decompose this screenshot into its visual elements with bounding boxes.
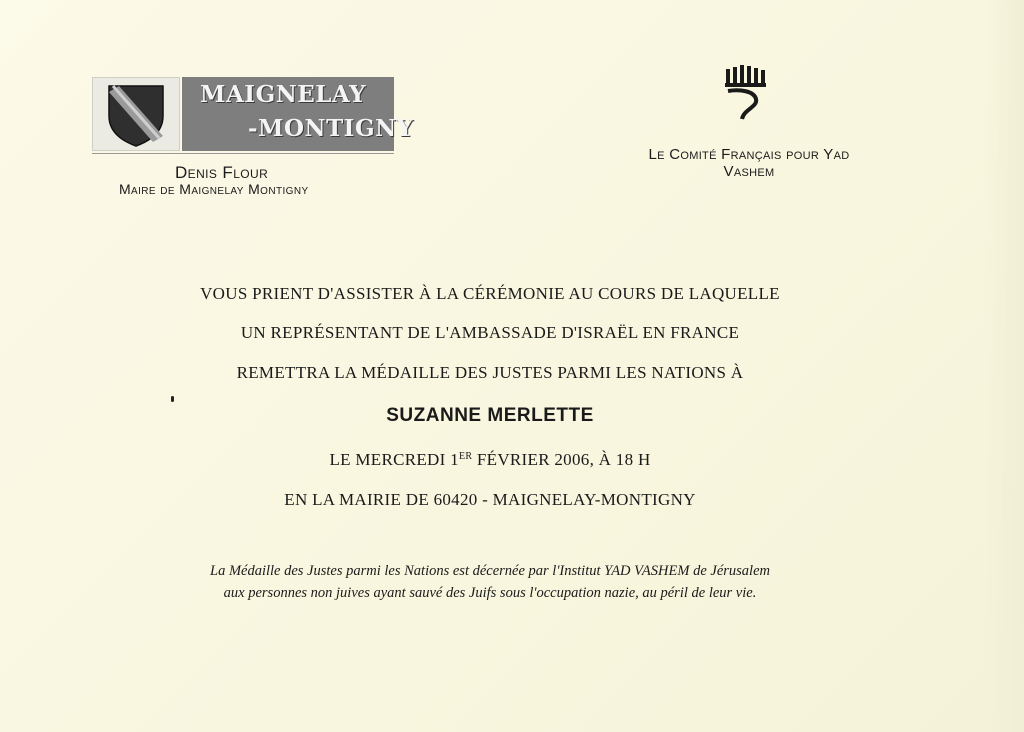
paper-edge bbox=[984, 0, 1024, 732]
date-prefix: LE MERCREDI 1 bbox=[329, 450, 459, 469]
logo-underline bbox=[92, 153, 394, 154]
ink-speck bbox=[171, 396, 174, 402]
committee-line2: Vashem bbox=[723, 163, 775, 180]
committee-label bbox=[612, 146, 886, 180]
date-ordinal: ER bbox=[458, 451, 473, 462]
footnote-line-1: La Médaille des Justes parmi les Nations est décernée par l'Institut YAD VASHEM de Jérusalem bbox=[210, 563, 770, 579]
logo-text-montigny: -MONTIGNY bbox=[248, 115, 414, 142]
committee-line1: Le Comité Français pour Yad bbox=[648, 146, 850, 163]
coat-of-arms-icon bbox=[92, 77, 180, 151]
mayor-name: Denis Flour bbox=[175, 163, 269, 182]
invitation-line-1: VOUS PRIENT D'ASSISTER À LA CÉRÉMONIE AU COURS DE LAQUELLE bbox=[200, 284, 780, 303]
ceremony-location: EN LA MAIRIE DE 60420 - MAIGNELAY-MONTIGNY bbox=[284, 490, 696, 509]
invitation-line-2: UN REPRÉSENTANT DE L'AMBASSADE D'ISRAËL EN FRANCE bbox=[240, 323, 740, 342]
invitation-line-3: REMETTRA LA MÉDAILLE DES JUSTES PARMI LES NATIONS À bbox=[236, 363, 744, 382]
town-logo bbox=[92, 77, 414, 151]
yad-vashem-emblem-icon bbox=[720, 63, 770, 121]
logo-text-maignelay: MAIGNELAY bbox=[200, 81, 367, 108]
footnote-line-2: aux personnes non juives ayant sauvé des Juifs sous l'occupation nazie, au péril de leur vie. bbox=[223, 585, 757, 601]
date-suffix: FÉVRIER 2006, À 18 H bbox=[472, 450, 651, 469]
ceremony-date bbox=[0, 450, 980, 470]
honoree-name: SUZANNE MERLETTE bbox=[386, 405, 594, 426]
mayor-title: Maire de Maignelay Montigny bbox=[119, 181, 309, 197]
